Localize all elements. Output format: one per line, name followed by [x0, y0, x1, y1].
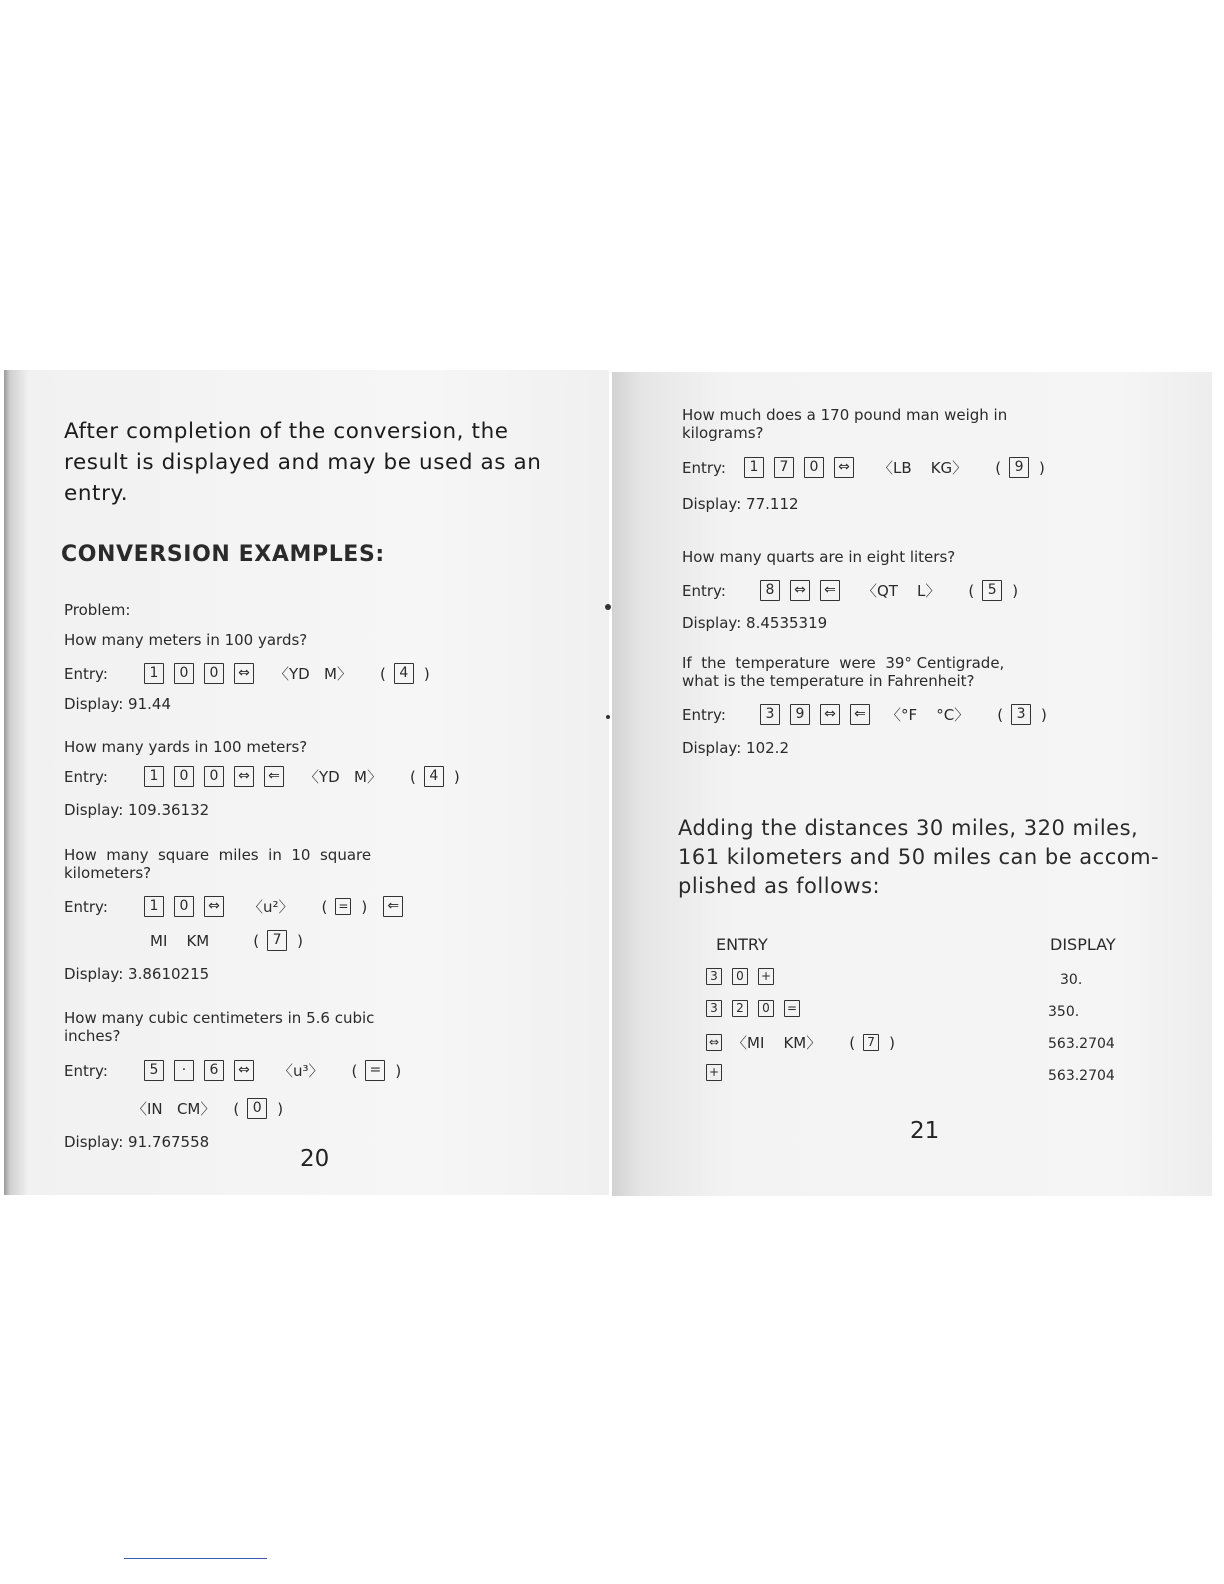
key-swap-icon: ⇔	[234, 766, 254, 787]
conversion-pair: 〈LB KG〉	[878, 459, 968, 477]
display-value: 91.767558	[128, 1133, 210, 1151]
table-display-value: 350.	[1048, 1004, 1080, 1020]
key-inverse-icon: ⇐	[850, 704, 870, 725]
key-0: 0	[247, 1098, 267, 1119]
table-row	[706, 1000, 806, 1017]
entry-label: Entry:	[682, 705, 726, 724]
entry-label: Entry:	[682, 581, 726, 600]
display-value: 77.112	[746, 495, 799, 513]
entry-label: Entry:	[682, 458, 726, 477]
key-5: 5	[982, 580, 1002, 601]
display-value: 109.36132	[128, 801, 210, 819]
display-value: 8.4535319	[746, 614, 828, 632]
display-line-1	[64, 695, 171, 713]
display-label: Display:	[682, 495, 742, 513]
entry-line-3b: MI KM ( 7 )	[150, 931, 303, 950]
display-line-5	[682, 495, 799, 513]
display-value: 102.2	[746, 739, 789, 757]
question-5: How much does a 170 pound man weigh in kilograms?	[682, 406, 1008, 442]
key-4: 4	[424, 766, 444, 787]
page-number: 21	[910, 1118, 940, 1144]
key-inverse-icon: ⇐	[264, 766, 284, 787]
key-0: 0	[804, 457, 824, 478]
entry-line-4b: 〈IN CM〉 ( 0 )	[132, 1099, 284, 1118]
key-0: 0	[732, 968, 748, 985]
key-3: 3	[760, 704, 780, 725]
key-7: 7	[774, 457, 794, 478]
intro-line-1: After completion of the conversion, the	[64, 419, 509, 444]
key-1: 1	[144, 663, 164, 684]
section-heading: CONVERSION EXAMPLES:	[61, 542, 385, 567]
key-9: 9	[1009, 457, 1029, 478]
key-1: 1	[144, 896, 164, 917]
key-1: 1	[744, 457, 764, 478]
question-2: How many yards in 100 meters?	[64, 738, 308, 756]
entry-line-5: Entry: 1 7 0 ⇔ 〈LB KG〉 ( 9 )	[682, 458, 1045, 477]
table-display-value: 563.2704	[1048, 1036, 1115, 1052]
display-line-4	[64, 1133, 209, 1151]
table-display-value: 563.2704	[1048, 1068, 1115, 1084]
entry-line-7: Entry: 3 9 ⇔ ⇐ 〈°F °C〉 ( 3 )	[682, 705, 1047, 724]
conversion-pair: 〈QT L〉	[862, 582, 941, 600]
right-page	[612, 372, 1212, 1196]
question-6: How many quarts are in eight liters?	[682, 548, 956, 566]
conversion-unit: 〈u³〉	[278, 1062, 324, 1080]
key-1: 1	[144, 766, 164, 787]
entry-line-1: Entry: 1 0 0 ⇔ 〈YD M〉 ( 4 )	[64, 664, 430, 683]
question-4: How many cubic centimeters in 5.6 cubic inches?	[64, 1009, 375, 1045]
display-line-7	[682, 739, 789, 757]
key-inverse-icon: ⇐	[383, 896, 403, 917]
question-3: How many square miles in 10 square kilometers?	[64, 846, 372, 882]
conversion-pair: 〈IN CM〉	[132, 1100, 216, 1118]
key-0: 0	[204, 663, 224, 684]
table-row	[706, 1064, 728, 1081]
key-8: 8	[760, 580, 780, 601]
display-label: Display:	[64, 801, 124, 819]
key-swap-icon: ⇔	[820, 704, 840, 725]
entry-label: Entry:	[64, 767, 108, 786]
key-2: 2	[732, 1000, 748, 1017]
conversion-pair: 〈YD M〉	[304, 768, 382, 786]
adding-paragraph: Adding the distances 30 miles, 320 miles, 161 kilometers and 50 miles can be accom- plished as follows:	[678, 816, 1160, 898]
binding-dot	[606, 715, 610, 719]
question-7: If the temperature were 39° Centigrade, what is the temperature in Fahrenheit?	[682, 654, 1005, 690]
intro-line-3: entry.	[64, 481, 129, 506]
display-label: Display:	[64, 695, 124, 713]
entry-line-3: Entry: 1 0 ⇔ 〈u²〉 ( = ) ⇐	[64, 896, 409, 917]
key-equals: =	[335, 898, 351, 915]
conversion-pair: 〈YD M〉	[274, 665, 352, 683]
key-0: 0	[204, 766, 224, 787]
page-number: 20	[300, 1146, 330, 1172]
key-swap-icon: ⇔	[834, 457, 854, 478]
entry-label: Entry:	[64, 1061, 108, 1080]
key-plus: +	[706, 1064, 722, 1081]
key-6: 6	[204, 1060, 224, 1081]
key-decimal-point: ·	[174, 1060, 194, 1081]
entry-line-2: Entry: 1 0 0 ⇔ ⇐ 〈YD M〉 ( 4 )	[64, 767, 460, 786]
key-inverse-icon: ⇐	[820, 580, 840, 601]
display-line-3	[64, 965, 209, 983]
key-0: 0	[174, 896, 194, 917]
intro-line-2: result is displayed and may be used as an	[64, 450, 542, 475]
entry-line-6: Entry: 8 ⇔ ⇐ 〈QT L〉 ( 5 )	[682, 581, 1019, 600]
key-9: 9	[790, 704, 810, 725]
conversion-unit: 〈u²〉	[248, 898, 294, 916]
key-0: 0	[174, 766, 194, 787]
key-swap-icon: ⇔	[234, 1060, 254, 1081]
binding-dot	[605, 604, 611, 610]
display-label: Display:	[64, 965, 124, 983]
question-1: How many meters in 100 yards?	[64, 631, 308, 649]
key-swap-icon: ⇔	[204, 896, 224, 917]
column-header-entry: ENTRY	[716, 935, 768, 954]
key-5: 5	[144, 1060, 164, 1081]
key-4: 4	[394, 663, 414, 684]
display-value: 3.8610215	[128, 965, 210, 983]
column-header-display: DISPLAY	[1050, 935, 1116, 954]
key-7: 7	[267, 930, 287, 951]
key-swap-icon: ⇔	[234, 663, 254, 684]
conversion-pair: 〈°F °C〉	[886, 706, 970, 724]
display-label: Display:	[682, 739, 742, 757]
key-3: 3	[706, 968, 722, 985]
entry-label: Entry:	[64, 897, 108, 916]
intro-paragraph	[64, 416, 542, 509]
table-display-value: 30.	[1060, 972, 1083, 988]
key-plus: +	[758, 968, 774, 985]
key-swap-icon: ⇔	[706, 1034, 722, 1051]
key-equals: =	[784, 1000, 800, 1017]
display-line-6	[682, 614, 827, 632]
display-label: Display:	[64, 1133, 124, 1151]
key-3: 3	[706, 1000, 722, 1017]
entry-line-4: Entry: 5 · 6 ⇔ 〈u³〉 ( = )	[64, 1061, 402, 1080]
key-swap-icon: ⇔	[790, 580, 810, 601]
key-0: 0	[174, 663, 194, 684]
key-0: 0	[758, 1000, 774, 1017]
left-page	[4, 370, 609, 1195]
problem-label: Problem:	[64, 601, 131, 619]
display-label: Display:	[682, 614, 742, 632]
key-3: 3	[1011, 704, 1031, 725]
conversion-pair: MI KM	[150, 931, 210, 950]
key-equals: =	[365, 1060, 385, 1081]
key-7: 7	[863, 1034, 879, 1051]
display-value: 91.44	[128, 695, 171, 713]
footnote-rule	[124, 1558, 267, 1559]
entry-label: Entry:	[64, 664, 108, 683]
conversion-pair: 〈MI KM〉	[732, 1034, 822, 1052]
table-row	[706, 968, 780, 985]
table-row: ⇔ 〈MI KM〉 ( 7 )	[706, 1032, 895, 1053]
display-line-2	[64, 801, 209, 819]
